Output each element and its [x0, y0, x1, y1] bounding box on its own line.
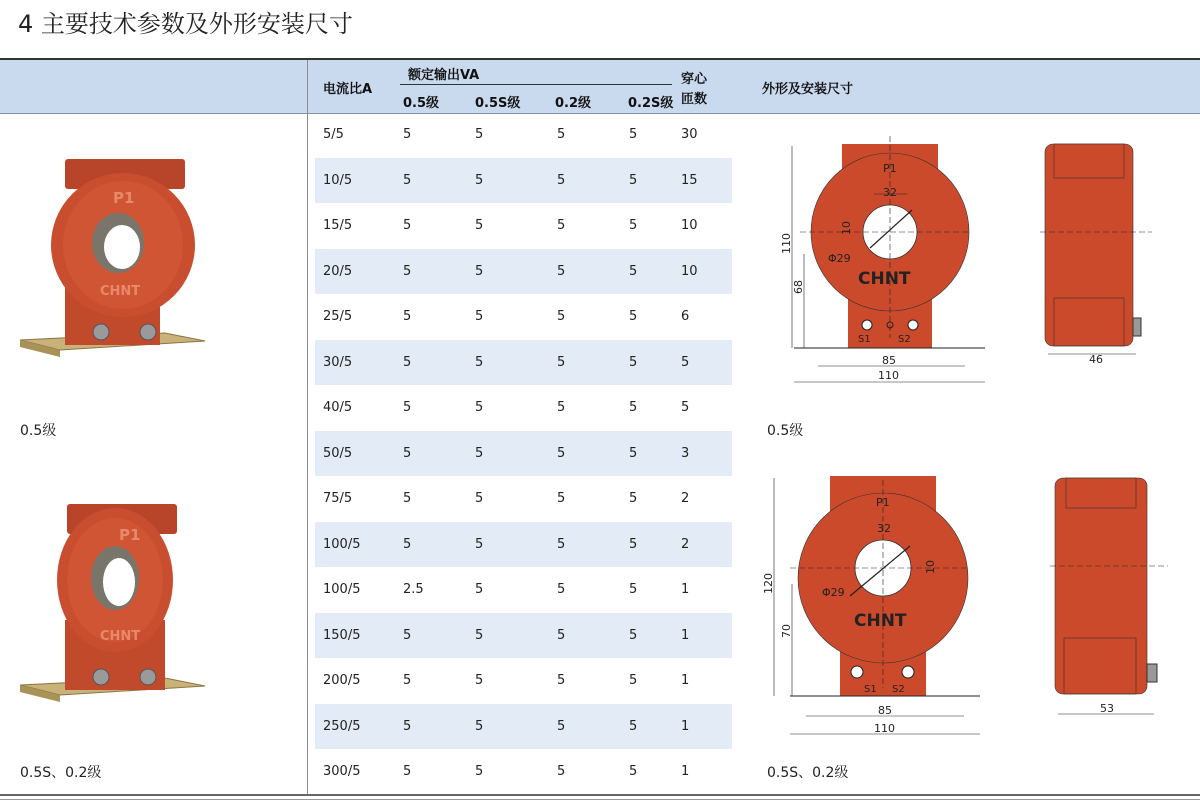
- column-divider: [307, 60, 308, 795]
- table-cell-output: 5: [629, 172, 638, 188]
- drawing1-s1: S1: [858, 334, 871, 345]
- table-cell-output: 5: [557, 127, 566, 142]
- table-cell-turns: 10: [681, 218, 698, 233]
- table-cell-output: 5: [557, 582, 566, 597]
- table-cell-turns: 5: [681, 400, 690, 415]
- table-cell-output: 5: [403, 400, 412, 415]
- table-cell-output: 5: [475, 354, 484, 370]
- ct-photo-05: [15, 155, 215, 375]
- photo-brand-label: CHNT: [100, 284, 141, 299]
- table-cell-output: 5: [475, 582, 484, 597]
- header-class-05: 0.5级: [403, 96, 440, 111]
- table-cell-output: 5: [403, 764, 412, 779]
- table-cell-turns: 2: [681, 491, 690, 506]
- table-cell-ratio: 250/5: [323, 718, 361, 734]
- drawing2-d53: 53: [1100, 702, 1114, 715]
- table-cell-ratio: 30/5: [323, 354, 353, 370]
- table-row-stripe: [315, 704, 732, 749]
- table-cell-ratio: 50/5: [323, 445, 353, 461]
- table-cell-output: 5: [629, 673, 638, 688]
- table-cell-output: 5: [475, 718, 484, 734]
- table-cell-ratio: 100/5: [323, 582, 361, 597]
- table-cell-ratio: 20/5: [323, 263, 353, 279]
- table-row-stripe: [315, 158, 732, 203]
- table-cell-ratio: 10/5: [323, 172, 353, 188]
- table-row-stripe: [315, 249, 732, 294]
- table-cell-ratio: 200/5: [323, 673, 361, 688]
- drawing1-d32: 32: [883, 186, 897, 199]
- table-cell-output: 5: [403, 491, 412, 506]
- table-cell-output: 5: [629, 309, 638, 324]
- table-cell-output: 5: [403, 309, 412, 324]
- photo-caption-05s: 0.5S、0.2级: [20, 765, 102, 781]
- table-cell-output: 5: [557, 764, 566, 779]
- table-cell-turns: 2: [681, 536, 690, 552]
- table-cell-output: 5: [475, 673, 484, 688]
- table-cell-ratio: 150/5: [323, 627, 361, 643]
- table-cell-output: 5: [403, 673, 412, 688]
- table-cell-output: 5: [403, 445, 412, 461]
- drawing-front-05s: [760, 468, 990, 748]
- drawing2-d85: 85: [878, 704, 892, 717]
- table-cell-output: 5: [557, 445, 566, 461]
- table-cell-output: 5: [629, 263, 638, 279]
- photo2-brand-label: CHNT: [100, 629, 141, 644]
- drawing2-d10: 10: [924, 560, 937, 574]
- table-cell-turns: 1: [681, 718, 690, 734]
- table-cell-output: 5: [557, 673, 566, 688]
- table-cell-output: 5: [629, 491, 638, 506]
- drawing-caption-05: 0.5级: [767, 423, 804, 439]
- header-rule: [400, 84, 672, 85]
- table-cell-output: 5: [629, 400, 638, 415]
- drawing1-d29: Φ29: [828, 252, 851, 265]
- table-cell-output: 5: [475, 445, 484, 461]
- photo2-p1-label: P1: [119, 526, 141, 544]
- table-row-stripe: [315, 613, 732, 658]
- table-cell-output: 5: [557, 263, 566, 279]
- drawing1-d68: 68: [792, 280, 805, 294]
- table-cell-output: 5: [629, 218, 638, 233]
- table-cell-output: 5: [403, 218, 412, 233]
- table-cell-turns: 10: [681, 263, 698, 279]
- table-cell-output: 5: [629, 718, 638, 734]
- header-class-02s: 0.2S级: [628, 96, 674, 111]
- table-cell-output: 5: [557, 627, 566, 643]
- table-cell-output: 5: [403, 172, 412, 188]
- table-cell-turns: 15: [681, 172, 698, 188]
- table-cell-output: 5: [557, 536, 566, 552]
- table-cell-output: 5: [475, 627, 484, 643]
- header-turns-2: 匝数: [681, 92, 708, 107]
- table-cell-turns: 1: [681, 627, 690, 643]
- table-cell-output: 5: [475, 218, 484, 233]
- photo-caption-05: 0.5级: [20, 423, 57, 439]
- drawing-caption-05s: 0.5S、0.2级: [767, 765, 849, 781]
- table-cell-ratio: 15/5: [323, 218, 353, 233]
- header-class-02: 0.2级: [555, 96, 592, 111]
- drawing2-s1: S1: [864, 684, 877, 695]
- drawing1-d85: 85: [882, 354, 896, 367]
- table-cell-output: 5: [403, 354, 412, 370]
- bottom-divider: [0, 794, 1200, 796]
- drawing-side-05: [1040, 140, 1160, 370]
- table-cell-output: 5: [475, 309, 484, 324]
- table-cell-ratio: 100/5: [323, 536, 361, 552]
- drawing1-d110-h: 110: [780, 233, 793, 254]
- bottom-divider-thin: [0, 799, 1200, 800]
- table-row-stripe: [315, 340, 732, 385]
- table-cell-output: 5: [403, 263, 412, 279]
- table-cell-output: 5: [475, 491, 484, 506]
- drawing2-s2: S2: [892, 684, 905, 695]
- drawing-side-05s: [1050, 474, 1170, 724]
- table-cell-turns: 6: [681, 309, 690, 324]
- table-cell-output: 5: [629, 627, 638, 643]
- table-cell-output: 5: [403, 718, 412, 734]
- table-header: [0, 60, 1200, 114]
- table-cell-output: 2.5: [403, 582, 424, 597]
- table-cell-turns: 5: [681, 354, 690, 370]
- table-cell-output: 5: [403, 536, 412, 552]
- drawing1-s2: S2: [898, 334, 911, 345]
- drawing1-p1: P1: [883, 162, 897, 175]
- table-cell-output: 5: [557, 354, 566, 370]
- table-cell-output: 5: [557, 309, 566, 324]
- table-cell-output: 5: [629, 354, 638, 370]
- header-rated-output: 额定输出VA: [408, 68, 480, 83]
- table-cell-turns: 1: [681, 673, 690, 688]
- ct-photo-05s: [15, 500, 215, 710]
- drawing1-brand: CHNT: [858, 269, 911, 289]
- drawing-front-05: [770, 128, 1000, 388]
- page-title: 4 主要技术参数及外形安装尺寸: [18, 10, 353, 38]
- table-cell-output: 5: [475, 536, 484, 552]
- table-cell-turns: 1: [681, 582, 690, 597]
- table-cell-output: 5: [557, 491, 566, 506]
- drawing2-d110-w: 110: [874, 722, 895, 735]
- table-cell-output: 5: [475, 172, 484, 188]
- table-cell-output: 5: [629, 582, 638, 597]
- table-cell-ratio: 75/5: [323, 491, 353, 506]
- header-ratio: 电流比A: [323, 82, 373, 97]
- header-class-05s: 0.5S级: [475, 96, 521, 111]
- table-cell-output: 5: [475, 127, 484, 142]
- drawing1-d110-w: 110: [878, 369, 899, 382]
- drawing2-brand: CHNT: [854, 611, 907, 631]
- table-row-stripe: [315, 431, 732, 476]
- table-cell-output: 5: [475, 764, 484, 779]
- table-cell-output: 5: [557, 172, 566, 188]
- table-cell-ratio: 25/5: [323, 309, 353, 324]
- table-cell-output: 5: [557, 400, 566, 415]
- table-cell-output: 5: [557, 218, 566, 233]
- table-cell-turns: 3: [681, 445, 690, 461]
- table-cell-ratio: 300/5: [323, 764, 361, 779]
- table-cell-output: 5: [475, 263, 484, 279]
- table-cell-ratio: 5/5: [323, 127, 344, 142]
- table-cell-output: 5: [629, 445, 638, 461]
- table-cell-output: 5: [629, 764, 638, 779]
- photo-p1-label: P1: [113, 189, 135, 207]
- table-cell-output: 5: [403, 627, 412, 643]
- table-cell-output: 5: [629, 127, 638, 142]
- drawing2-p1: P1: [876, 496, 890, 509]
- table-row-stripe: [315, 522, 732, 567]
- drawing2-d70: 70: [780, 624, 793, 638]
- drawing2-d29: Φ29: [822, 586, 845, 599]
- header-dims: 外形及安装尺寸: [762, 82, 854, 97]
- table-cell-output: 5: [403, 127, 412, 142]
- table-cell-turns: 1: [681, 764, 690, 779]
- drawing1-d10: 10: [840, 221, 853, 235]
- drawing1-d46: 46: [1089, 353, 1103, 366]
- table-cell-output: 5: [629, 536, 638, 552]
- table-cell-ratio: 40/5: [323, 400, 353, 415]
- drawing2-d120: 120: [762, 573, 775, 594]
- table-cell-output: 5: [475, 400, 484, 415]
- header-turns-1: 穿心: [681, 72, 708, 87]
- table-cell-turns: 30: [681, 127, 698, 142]
- drawing2-d32: 32: [877, 522, 891, 535]
- table-cell-output: 5: [557, 718, 566, 734]
